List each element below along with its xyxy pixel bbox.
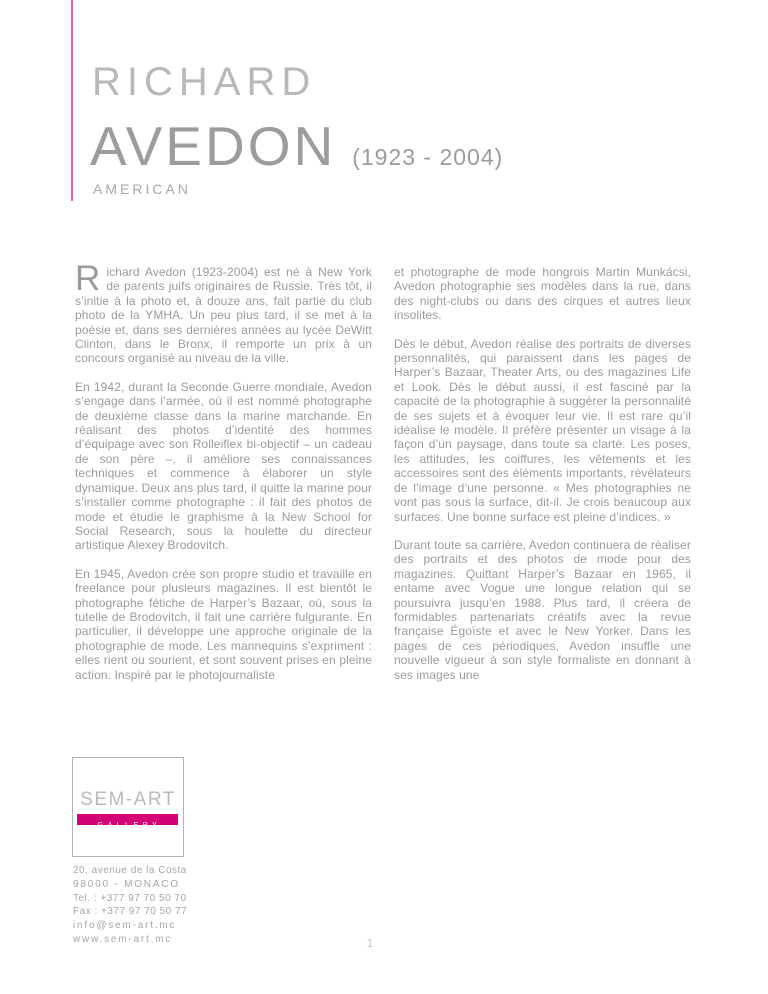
contact-website: www.sem-art.mc [73,933,173,945]
artist-dates: (1923 - 2004) [352,144,504,170]
bio-paragraph-3: En 1945, Avedon crée son propre studio et travaille en freelance pour plusieurs magazines. Il est bientôt le photographe fétiche de Harper’s Bazaar, où, sous la tutelle de Brodovitch, il fait une carrière fulgurante. En particulier, il développe une approche originale de la photographie de mode. Les mannequins s’expriment : elles rient ou sourient, et sont souvent prises en pleine action. Inspiré par le photojournaliste [75,566,372,682]
artist-first-name: RICHARD [92,60,317,104]
bio-paragraph-2: En 1942, durant la Seconde Guerre mondiale, Avedon s’engage dans l’armée, où il est nommé photographe de deuxième classe dans la marine marchande. En réalisant des photos d’identité des hommes d’équipage avec son Rolleiflex bi-objectif – un cadeau de son père –, il améliore ses connaissances techniques et commence à élaborer un style dynamique. Deux ans plus tard, il quitte la marine pour s’installer comme photographe : il fait des photos de mode et étudie le graphisme à la New School for Social Research, sous la houlette du directeur artistique Alexey Brodovitch. [75,379,372,553]
bio-paragraph-1-text: ichard Avedon (1923-2004) est né à New York de parents juifs originaires de Russie. Très tôt, il s’initie à la photo et, à douze ans, fait partie du club photo de la YMHA. Un peu plus tard, il se met à la poésie et, dans ses dernières années au lycée DeWitt Clinton, dans le Bronx, il remporte un prix à un concours organisé au niveau de la ville. [75,265,372,366]
left-column [75,259,372,696]
bio-paragraph-1 [75,259,372,366]
contact-block [73,864,187,947]
contact-tel: Tel. : +377 97 70 50 70 [73,892,187,904]
contact-address-line1: 20, avenue de la Costa [73,865,187,876]
gallery-logo-name: SEM-ART [80,789,176,810]
contact-email: info@sem-art.mc [73,920,177,932]
artist-nationality: AMERICAN [93,181,191,197]
gallery-logo-bar [77,814,178,829]
page-number: 1 [366,936,374,950]
dropcap: R [75,259,101,298]
accent-line [71,0,73,201]
bio-paragraph-4: et photographe de mode hongrois Martin Munkácsi, Avedon photographie ses modèles dans la rue, dans des night-clubs ou dans des cirques et autres lieux insolites. [394,265,691,323]
artist-last-name: AVEDON [90,115,337,177]
gallery-logo-subtitle: GALLERY [97,822,162,829]
bio-paragraph-5: Dès le début, Avedon réalise des portraits de diverses personnalités, qui paraissent dans les pages de Harper’s Bazaar, Theater Arts, ou des magazines Life et Look. Dès le début aussi, il est fasciné par la capacité de la photographie à suggérer la personnalité de ses sujets et à évoquer leur vie. Il est rare qu’il idéalise le modèle. Il préfère présenter un visage à la façon d’un paysage, dans toute sa clarté. Les poses, les attitudes, les coiffures, les vêtements et les accessoires sont des éléments importants, révélateurs de l’image d’une personne. « Mes photographies ne vont pas sous la surface, dit-il. Je crois beaucoup aux surfaces. Une bonne surface est pleine d’indices. » [394,336,691,524]
bio-paragraph-6: Durant toute sa carrière, Avedon continuera de réaliser des portraits et des photos de mode pour des magazines. Quittant Harper’s Bazaar en 1965, il entame avec Vogue une longue relation qui se poursuivra jusqu’en 1988. Plus tard, il créera de formidables partenariats créatifs avec la revue française Égoïste et avec le New Yorker. Dans les pages de ces périodiques, Avedon insuffle une nouvelle vigueur à son style formaliste en donnant à ses images une [394,537,691,682]
biography-text [75,259,691,696]
contact-fax: Fax : +377 97 70 50 77 [73,906,188,918]
gallery-logo [72,757,184,857]
right-column [394,265,691,696]
artist-name-row [90,115,504,177]
contact-address-line2: 98000 - MONACO [73,878,180,890]
